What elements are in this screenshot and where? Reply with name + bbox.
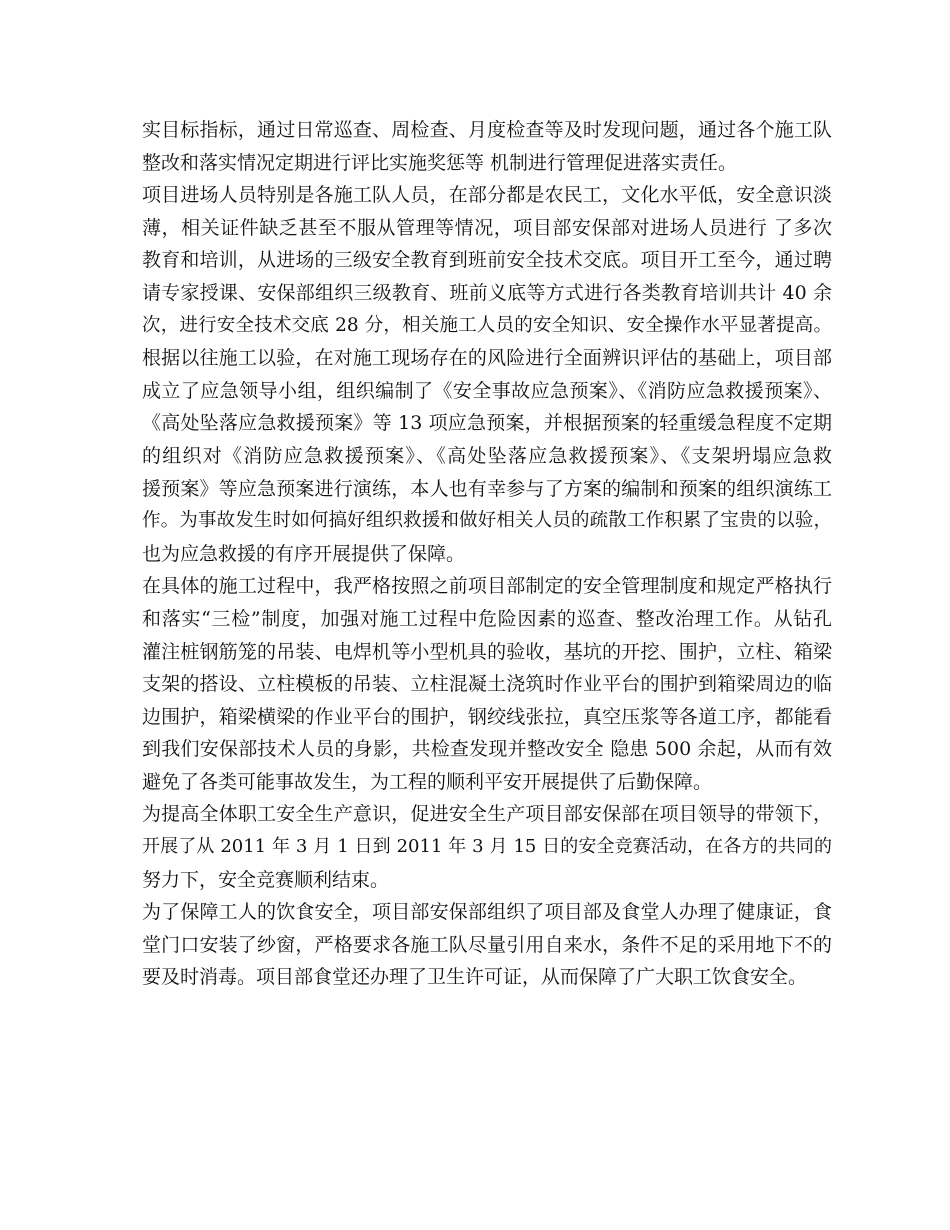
text-line: 和落实“三检”制度，加强对施工过程中危险因素的巡查、整改治理工作。从钻孔 <box>142 607 832 630</box>
text-line: 援预案》等应急预案进行演练，本人也有幸参与了方案的编制和预案的组织演练工 <box>142 477 832 500</box>
text-line: 作。为事故发生时如何搞好组织救援和做好相关人员的疏散工作积累了宝贵的以验， <box>142 510 832 532</box>
text-line: 实目标指标，通过日常巡查、周检查、月度检查等及时发现问题，通过各个施工队 <box>142 119 832 141</box>
text-line: 为了保障工人的饮食安全，项目部安保部组织了项目部及食堂人办理了健康证，食 <box>142 901 832 924</box>
text-line: 薄，相关证件缺乏甚至不服从管理等情况，项目部安保部对进场人员进行 了多次 <box>142 216 832 239</box>
text-line: 到我们安保部技术人员的身影，共检查发现并整改安全 隐患 500 余起，从而有效 <box>142 738 832 761</box>
text-line: 项目进场人员特别是各施工队人员，在部分都是农民工，文化水平低，安全意识淡 <box>142 184 832 207</box>
text-line: 请专家授课、安保部组织三级教育、班前义底等方式进行各类教育培训共计 40 余 <box>142 281 832 304</box>
text-line: 要及时消毒。项目部食堂还办理了卫生许可证，从而保障了广大职工饮食安全。 <box>142 966 808 989</box>
text-line: 努力下，安全竞赛顺利结束。 <box>142 868 390 891</box>
text-line: 教育和培训，从进场的三级安全教育到班前安全技术交底。项目开工至今，通过聘 <box>142 249 832 272</box>
text-line: 根据以往施工以验，在对施工现场存在的风险进行全面辨识评估的基础上，项目部 <box>142 347 832 370</box>
text-line: 的组织对《消防应急救援预案》、《高处坠落应急救援预案》、《支架坍塌应急救 <box>142 444 832 467</box>
text-line: 在具体的施工过程中，我严格按照之前项目部制定的安全管理制度和规定严格执行 <box>142 575 832 598</box>
text-line: 避免了各类可能事故发生，为工程的顺利平安开展提供了后勤保障。 <box>142 770 713 793</box>
text-line: 《高处坠落应急救援预案》等 13 项应急预案，并根据预案的轻重缓急程度不定期 <box>142 412 832 435</box>
text-line: 灌注桩钢筋笼的吊装、电焊机等小型机具的验收，基坑的开挖、围护，立柱、箱梁 <box>142 640 832 663</box>
text-line: 支架的搭设、立柱模板的吊装、立柱混凝土浇筑时作业平台的围护到箱梁周边的临 <box>142 673 832 696</box>
text-line: 也为应急救援的有序开展提供了保障。 <box>142 542 466 565</box>
text-line: 边围护，箱梁横梁的作业平台的围护，钢绞线张拉，真空压浆等各道工序，都能看 <box>142 705 832 728</box>
text-line: 为提高全体职工安全生产意识，促进安全生产项目部安保部在项目领导的带领下， <box>142 803 832 826</box>
text-line: 整改和落实情况定期进行评比实施奖惩等 机制进行管理促进落实责任。 <box>142 151 738 174</box>
text-line: 次，进行安全技术交底 28 分，相关施工人员的安全知识、安全操作水平显著提高。 <box>142 314 832 336</box>
document-body <box>142 114 832 994</box>
text-line: 开展了从 2011 年 3 月 1 日到 2011 年 3 月 15 日的安全竞赛活动，在各方的共同的 <box>142 836 832 858</box>
text-line: 成立了应急领导小组，组织编制了《安全事故应急预案》、《消防应急救援预案》、 <box>142 379 832 402</box>
text-line: 堂门口安装了纱窗，严格要求各施工队尽量引用自来水，条件不足的采用地下不的 <box>142 933 832 956</box>
